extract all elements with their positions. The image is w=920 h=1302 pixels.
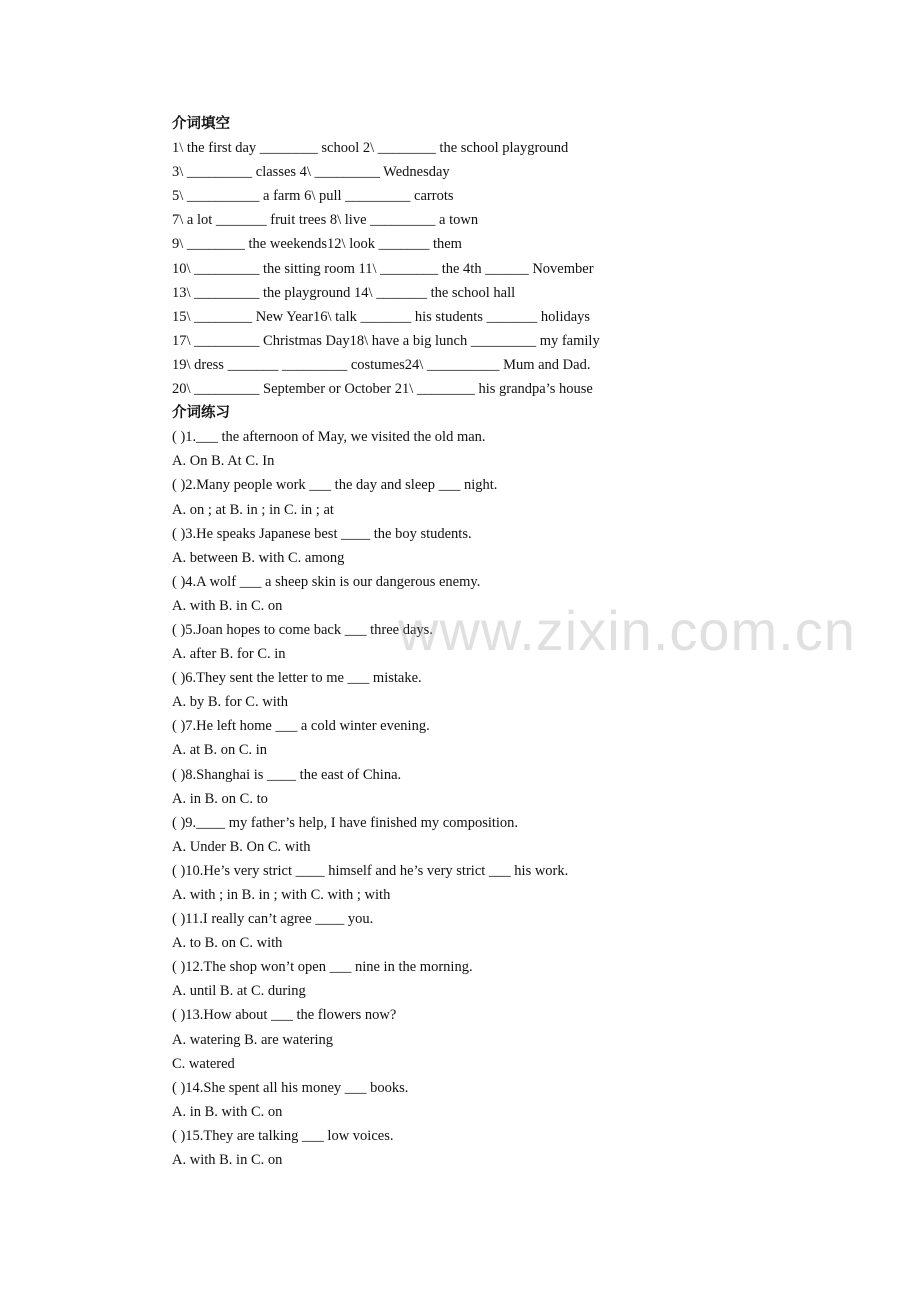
fill-in-line: 19\ dress _______ _________ costumes24\ __________ Mum and Dad. [172, 356, 591, 373]
question-line: ( )7.He left home ___ a cold winter evening. [172, 718, 430, 735]
options-line: A. Under B. On C. with [172, 838, 311, 855]
question-line: ( )8.Shanghai is ____ the east of China. [172, 766, 402, 783]
options-line: A. at B. on C. in [172, 742, 268, 759]
fill-in-line: 13\ _________ the playground 14\ _______ the school hall [172, 284, 516, 301]
options-line: C. watered [172, 1055, 235, 1072]
fill-in-line: 1\ the first day ________ school 2\ ________ the school playground [172, 140, 569, 157]
question-line: ( )11.I really can’t agree ____ you. [172, 911, 374, 928]
fill-in-line: 5\ __________ a farm 6\ pull _________ carrots [172, 188, 454, 205]
section-heading-practice: 介词练习 [172, 405, 230, 422]
fill-in-line: 20\ _________ September or October 21\ ________ his grandpa’s house [172, 381, 593, 398]
question-line: ( )4.A wolf ___ a sheep skin is our dangerous enemy. [172, 573, 481, 590]
fill-in-line: 7\ a lot _______ fruit trees 8\ live _________ a town [172, 212, 479, 229]
options-line: A. with B. in C. on [172, 1152, 283, 1169]
fill-in-list [172, 136, 792, 401]
options-line: A. On B. At C. In [172, 453, 275, 470]
practice-list [172, 425, 792, 1172]
question-line: ( )2.Many people work ___ the day and sleep ___ night. [172, 477, 498, 494]
fill-in-line: 10\ _________ the sitting room 11\ ________ the 4th ______ November [172, 260, 594, 277]
fill-in-line: 3\ _________ classes 4\ _________ Wednesday [172, 164, 450, 181]
question-line: ( )6.They sent the letter to me ___ mistake. [172, 670, 422, 687]
question-line: ( )10.He’s very strict ____ himself and he’s very strict ___ his work. [172, 862, 569, 879]
section-heading-fill-in: 介词填空 [172, 116, 230, 132]
watermark: www.zixin.com.cn [398, 599, 856, 662]
options-line: A. watering B. are watering [172, 1031, 334, 1048]
question-line: ( )5.Joan hopes to come back ___ three days. [172, 621, 433, 638]
question-line: ( )9.____ my father’s help, I have finished my composition. [172, 814, 519, 831]
options-line: A. by B. for C. with [172, 694, 288, 711]
options-line: A. with ; in B. in ; with C. with ; with [172, 887, 391, 903]
options-line: A. in B. on C. to [172, 790, 268, 807]
question-line: ( )12.The shop won’t open ___ nine in the morning. [172, 959, 473, 976]
options-line: A. with B. in C. on [172, 597, 283, 614]
options-line: A. until B. at C. during [172, 983, 306, 1000]
question-line: ( )15.They are talking ___ low voices. [172, 1127, 394, 1144]
fill-in-line: 17\ _________ Christmas Day18\ have a big lunch _________ my family [172, 332, 600, 349]
question-line: ( )14.She spent all his money ___ books. [172, 1079, 409, 1096]
fill-in-line: 15\ ________ New Year16\ talk _______ his students _______ holidays [172, 308, 591, 325]
options-line: A. to B. on C. with [172, 935, 283, 952]
options-line: A. on ; at B. in ; in C. in ; at [172, 501, 334, 518]
options-line: A. between B. with C. among [172, 549, 345, 566]
fill-in-line: 9\ ________ the weekends12\ look _______ them [172, 236, 462, 253]
options-line: A. after B. for C. in [172, 646, 286, 663]
question-line: ( )1.___ the afternoon of May, we visited the old man. [172, 429, 486, 446]
options-line: A. in B. with C. on [172, 1103, 283, 1120]
question-line: ( )13.How about ___ the flowers now? [172, 1007, 397, 1024]
question-line: ( )3.He speaks Japanese best ____ the boy students. [172, 525, 472, 542]
